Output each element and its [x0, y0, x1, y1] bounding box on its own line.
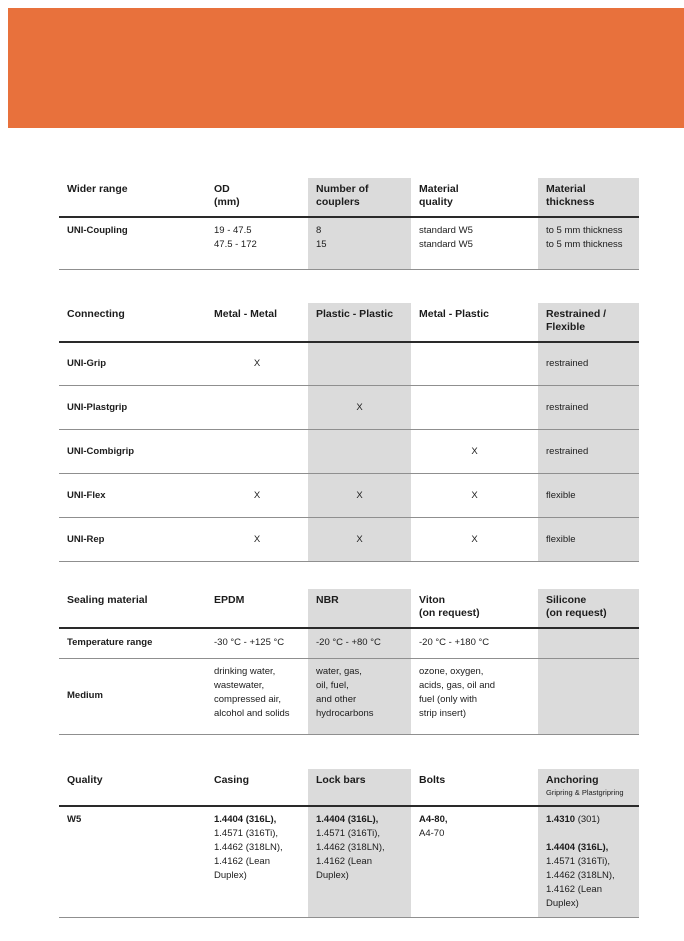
header-row — [59, 178, 639, 217]
table-cell — [206, 342, 308, 386]
cell-text: A4-70 — [419, 827, 445, 839]
table-cell — [206, 430, 308, 474]
cell-text: alcohol and solids — [214, 707, 290, 719]
table-cell — [308, 474, 411, 518]
table-cell — [538, 518, 639, 562]
cell-text: 1.4571 (316Ti), — [316, 827, 381, 839]
column-header-line: Wider range — [67, 183, 128, 195]
cell-line — [316, 533, 403, 547]
cell-line — [316, 489, 403, 503]
column-header — [59, 178, 206, 217]
table-cell — [538, 430, 639, 474]
cell-text: 1.4571 (316Ti), — [214, 827, 279, 839]
cell-line — [546, 883, 631, 911]
cell-text: 1.4404 (316L), — [214, 813, 277, 825]
cell-line — [214, 224, 300, 238]
column-header-line: Silicone — [546, 594, 587, 606]
column-header — [308, 589, 411, 628]
cell-text: X — [253, 533, 261, 545]
cell-line — [214, 855, 300, 883]
row-label: UNI-Coupling — [67, 225, 128, 236]
cell-line — [546, 401, 631, 415]
table-cell — [206, 806, 308, 918]
cell-text: 1.4571 (316Ti), — [546, 855, 611, 867]
cell-line — [316, 401, 403, 415]
cell-line — [419, 224, 530, 238]
cell-text: X — [253, 357, 261, 369]
header-band — [8, 8, 684, 128]
cell-line — [214, 813, 300, 827]
table-cell — [538, 474, 639, 518]
table-cell — [308, 342, 411, 386]
row-label: UNI-Rep — [67, 533, 105, 545]
cell-line — [419, 445, 530, 459]
table-cell — [538, 386, 639, 430]
column-header — [538, 769, 639, 806]
column-header-line: Casing — [214, 773, 250, 786]
column-header — [308, 769, 411, 806]
cell-text: wastewater, — [214, 679, 265, 691]
column-header — [411, 178, 538, 217]
cell-text: 19 - 47.5 — [214, 225, 252, 236]
table-cell — [538, 806, 639, 918]
cell-text: 1.4162 (Lean Duplex) — [316, 855, 372, 881]
column-header-line: (mm) — [214, 196, 240, 208]
cell-text: X — [471, 489, 478, 501]
column-header-line: Bolts — [419, 773, 446, 786]
cell-line — [419, 665, 530, 679]
column-header — [538, 589, 639, 628]
row-label: UNI-Plastgrip — [67, 401, 128, 413]
header-row — [59, 303, 639, 342]
cell-text: restrained — [546, 401, 589, 413]
cell-text: 1.4462 (318LN), — [214, 841, 283, 853]
column-header-line: Viton — [419, 594, 446, 606]
cell-line — [316, 238, 403, 252]
table-row — [59, 474, 639, 518]
cell-line — [214, 533, 300, 547]
column-header — [206, 589, 308, 628]
table-cell — [538, 217, 639, 269]
table-sealing — [59, 589, 639, 735]
cell-line — [546, 238, 631, 252]
cell-text: to 5 mm thickness — [546, 239, 623, 250]
cell-line — [316, 679, 403, 693]
table-cell — [308, 386, 411, 430]
cell-text: compressed air, — [214, 693, 282, 705]
cell-line — [316, 707, 403, 721]
cell-text: flexible — [546, 489, 576, 501]
column-header — [206, 769, 308, 806]
cell-line — [316, 693, 403, 707]
cell-line — [214, 238, 300, 252]
cell-line — [419, 679, 530, 693]
table-cell — [411, 658, 538, 734]
cell-line — [419, 533, 530, 547]
cell-line — [546, 357, 631, 371]
table-row — [59, 658, 639, 734]
table-cell — [308, 430, 411, 474]
cell-text: fuel (only with — [419, 693, 478, 705]
column-header-line: EPDM — [214, 594, 245, 606]
cell-text: 1.4404 (316L), — [546, 841, 609, 853]
column-header-line: Restrained / — [546, 307, 607, 320]
column-header — [59, 303, 206, 342]
cell-text: 1.4162 (Lean Duplex) — [214, 855, 270, 881]
column-header-line: quality — [419, 196, 453, 208]
table-cell — [538, 628, 639, 658]
cell-line — [419, 693, 530, 707]
column-header — [59, 769, 206, 806]
table-cell — [411, 806, 538, 918]
column-header-line: Lock bars — [316, 773, 366, 786]
table-cell — [308, 518, 411, 562]
cell-text: 8 — [316, 225, 322, 236]
table-row — [59, 386, 639, 430]
cell-line — [214, 636, 300, 650]
table-cell — [411, 430, 538, 474]
table-cell — [206, 386, 308, 430]
table-cell — [411, 518, 538, 562]
column-header-line: Number of — [316, 183, 369, 195]
row-label: W5 — [67, 813, 82, 825]
cell-text: X — [356, 489, 363, 501]
column-header — [206, 303, 308, 342]
cell-text: hydrocarbons — [316, 707, 374, 719]
tables — [59, 128, 639, 918]
cell-text: standard W5 — [419, 239, 473, 250]
column-header-subtitle: Gripring & Plastgripring — [546, 787, 624, 797]
column-header — [411, 769, 538, 806]
cell-line — [546, 841, 631, 855]
row-label: Medium — [67, 690, 103, 701]
table-row — [59, 806, 639, 918]
cell-text: 1.4310 — [546, 813, 576, 825]
table-cell — [411, 342, 538, 386]
table-cell — [411, 386, 538, 430]
cell-line — [214, 693, 300, 707]
column-header — [411, 303, 538, 342]
cell-line — [419, 827, 530, 841]
cell-text: drinking water, — [214, 665, 276, 677]
table-cell — [206, 518, 308, 562]
cell-text: and other — [316, 693, 357, 705]
table-cell — [411, 217, 538, 269]
row-label: UNI-Flex — [67, 489, 106, 501]
row-label: UNI-Grip — [67, 357, 107, 369]
table-cell — [308, 658, 411, 734]
cell-line — [316, 855, 403, 883]
cell-text: X — [356, 533, 363, 545]
column-header — [538, 303, 639, 342]
cell-text: (301) — [575, 813, 600, 825]
table-cell — [538, 658, 639, 734]
cell-text: acids, gas, oil and — [419, 679, 496, 691]
cell-text: oil, fuel, — [316, 679, 349, 691]
table-row — [59, 342, 639, 386]
cell-line — [214, 679, 300, 693]
table-cell — [538, 342, 639, 386]
cell-line — [546, 869, 631, 883]
cell-line — [546, 813, 631, 827]
column-header-line: (on request) — [419, 607, 480, 619]
column-header-line: Material — [419, 183, 459, 195]
row-label: UNI-Combigrip — [67, 445, 135, 457]
row-label: Temperature range — [67, 637, 153, 649]
cell-text: standard W5 — [419, 225, 473, 236]
column-header-line: thickness — [546, 196, 595, 208]
cell-line — [214, 489, 300, 503]
table-cell — [206, 628, 308, 658]
cell-line — [546, 533, 631, 547]
cell-text: water, gas, — [316, 665, 362, 677]
cell-line — [316, 841, 403, 855]
cell-text: 1.4462 (318LN), — [316, 841, 385, 853]
column-header-line: couplers — [316, 196, 360, 208]
table-row — [59, 518, 639, 562]
cell-line — [419, 707, 530, 721]
table-connecting — [59, 303, 639, 563]
cell-line — [546, 489, 631, 503]
column-header-line: Anchoring — [546, 773, 599, 786]
cell-text: 1.4162 (Lean Duplex) — [546, 883, 602, 909]
cell-line — [546, 827, 631, 841]
cell-line — [546, 224, 631, 238]
cell-text: to 5 mm thickness — [546, 225, 623, 236]
cell-text: 1.4462 (318LN), — [546, 869, 615, 881]
table-cell — [308, 217, 411, 269]
column-header — [308, 303, 411, 342]
column-header-line: Material — [546, 183, 586, 195]
cell-text: 47.5 - 172 — [214, 239, 257, 250]
table-cell — [411, 628, 538, 658]
cell-line — [214, 827, 300, 841]
column-header — [59, 589, 206, 628]
cell-text: -30 °C - +125 °C — [214, 637, 285, 649]
table-row — [59, 430, 639, 474]
cell-line — [546, 855, 631, 869]
column-header-line: Metal - Metal — [214, 307, 278, 320]
column-header-line: Sealing material — [67, 594, 148, 606]
cell-line — [214, 841, 300, 855]
cell-text: X — [471, 445, 478, 457]
column-header-line: Connecting — [67, 307, 125, 320]
column-header — [308, 178, 411, 217]
cell-text: restrained — [546, 445, 589, 457]
cell-line — [419, 636, 530, 650]
column-header — [538, 178, 639, 217]
column-header-line: Quality — [67, 773, 103, 786]
column-header-line: NBR — [316, 594, 339, 606]
table-row — [59, 217, 639, 269]
header-row — [59, 769, 639, 806]
column-header-line: Metal - Plastic — [419, 307, 490, 320]
cell-line — [214, 707, 300, 721]
column-header — [206, 178, 308, 217]
cell-line — [316, 636, 403, 650]
table-cell — [411, 474, 538, 518]
cell-line — [316, 224, 403, 238]
cell-line — [214, 357, 300, 371]
table-cell — [308, 628, 411, 658]
cell-text: X — [253, 489, 261, 501]
column-header-line: Plastic - Plastic — [316, 307, 394, 320]
header-row — [59, 589, 639, 628]
cell-text: 1.4404 (316L), — [316, 813, 379, 825]
cell-text: restrained — [546, 357, 589, 369]
table-row — [59, 628, 639, 658]
cell-text: ozone, oxygen, — [419, 665, 484, 677]
cell-text: -20 °C - +80 °C — [316, 637, 381, 649]
cell-text: flexible — [546, 533, 576, 545]
column-header-line: Flexible — [546, 320, 586, 333]
column-header-line: (on request) — [546, 607, 607, 619]
cell-line — [419, 489, 530, 503]
column-header — [411, 589, 538, 628]
table-cell — [206, 474, 308, 518]
table-wider — [59, 178, 639, 270]
cell-text: strip insert) — [419, 707, 466, 719]
table-cell — [308, 806, 411, 918]
cell-text: X — [356, 401, 363, 413]
cell-line — [419, 238, 530, 252]
cell-line — [316, 827, 403, 841]
table-cell — [206, 217, 308, 269]
cell-line — [316, 665, 403, 679]
cell-text: X — [471, 533, 478, 545]
cell-text: 15 — [316, 239, 327, 250]
cell-line — [316, 813, 403, 827]
table-quality — [59, 769, 639, 918]
cell-text: -20 °C - +180 °C — [419, 637, 490, 649]
column-header-line: OD — [214, 183, 230, 195]
table-cell — [206, 658, 308, 734]
cell-line — [546, 445, 631, 459]
cell-line — [419, 813, 530, 827]
cell-text: A4-80, — [419, 813, 448, 825]
cell-line — [214, 665, 300, 679]
